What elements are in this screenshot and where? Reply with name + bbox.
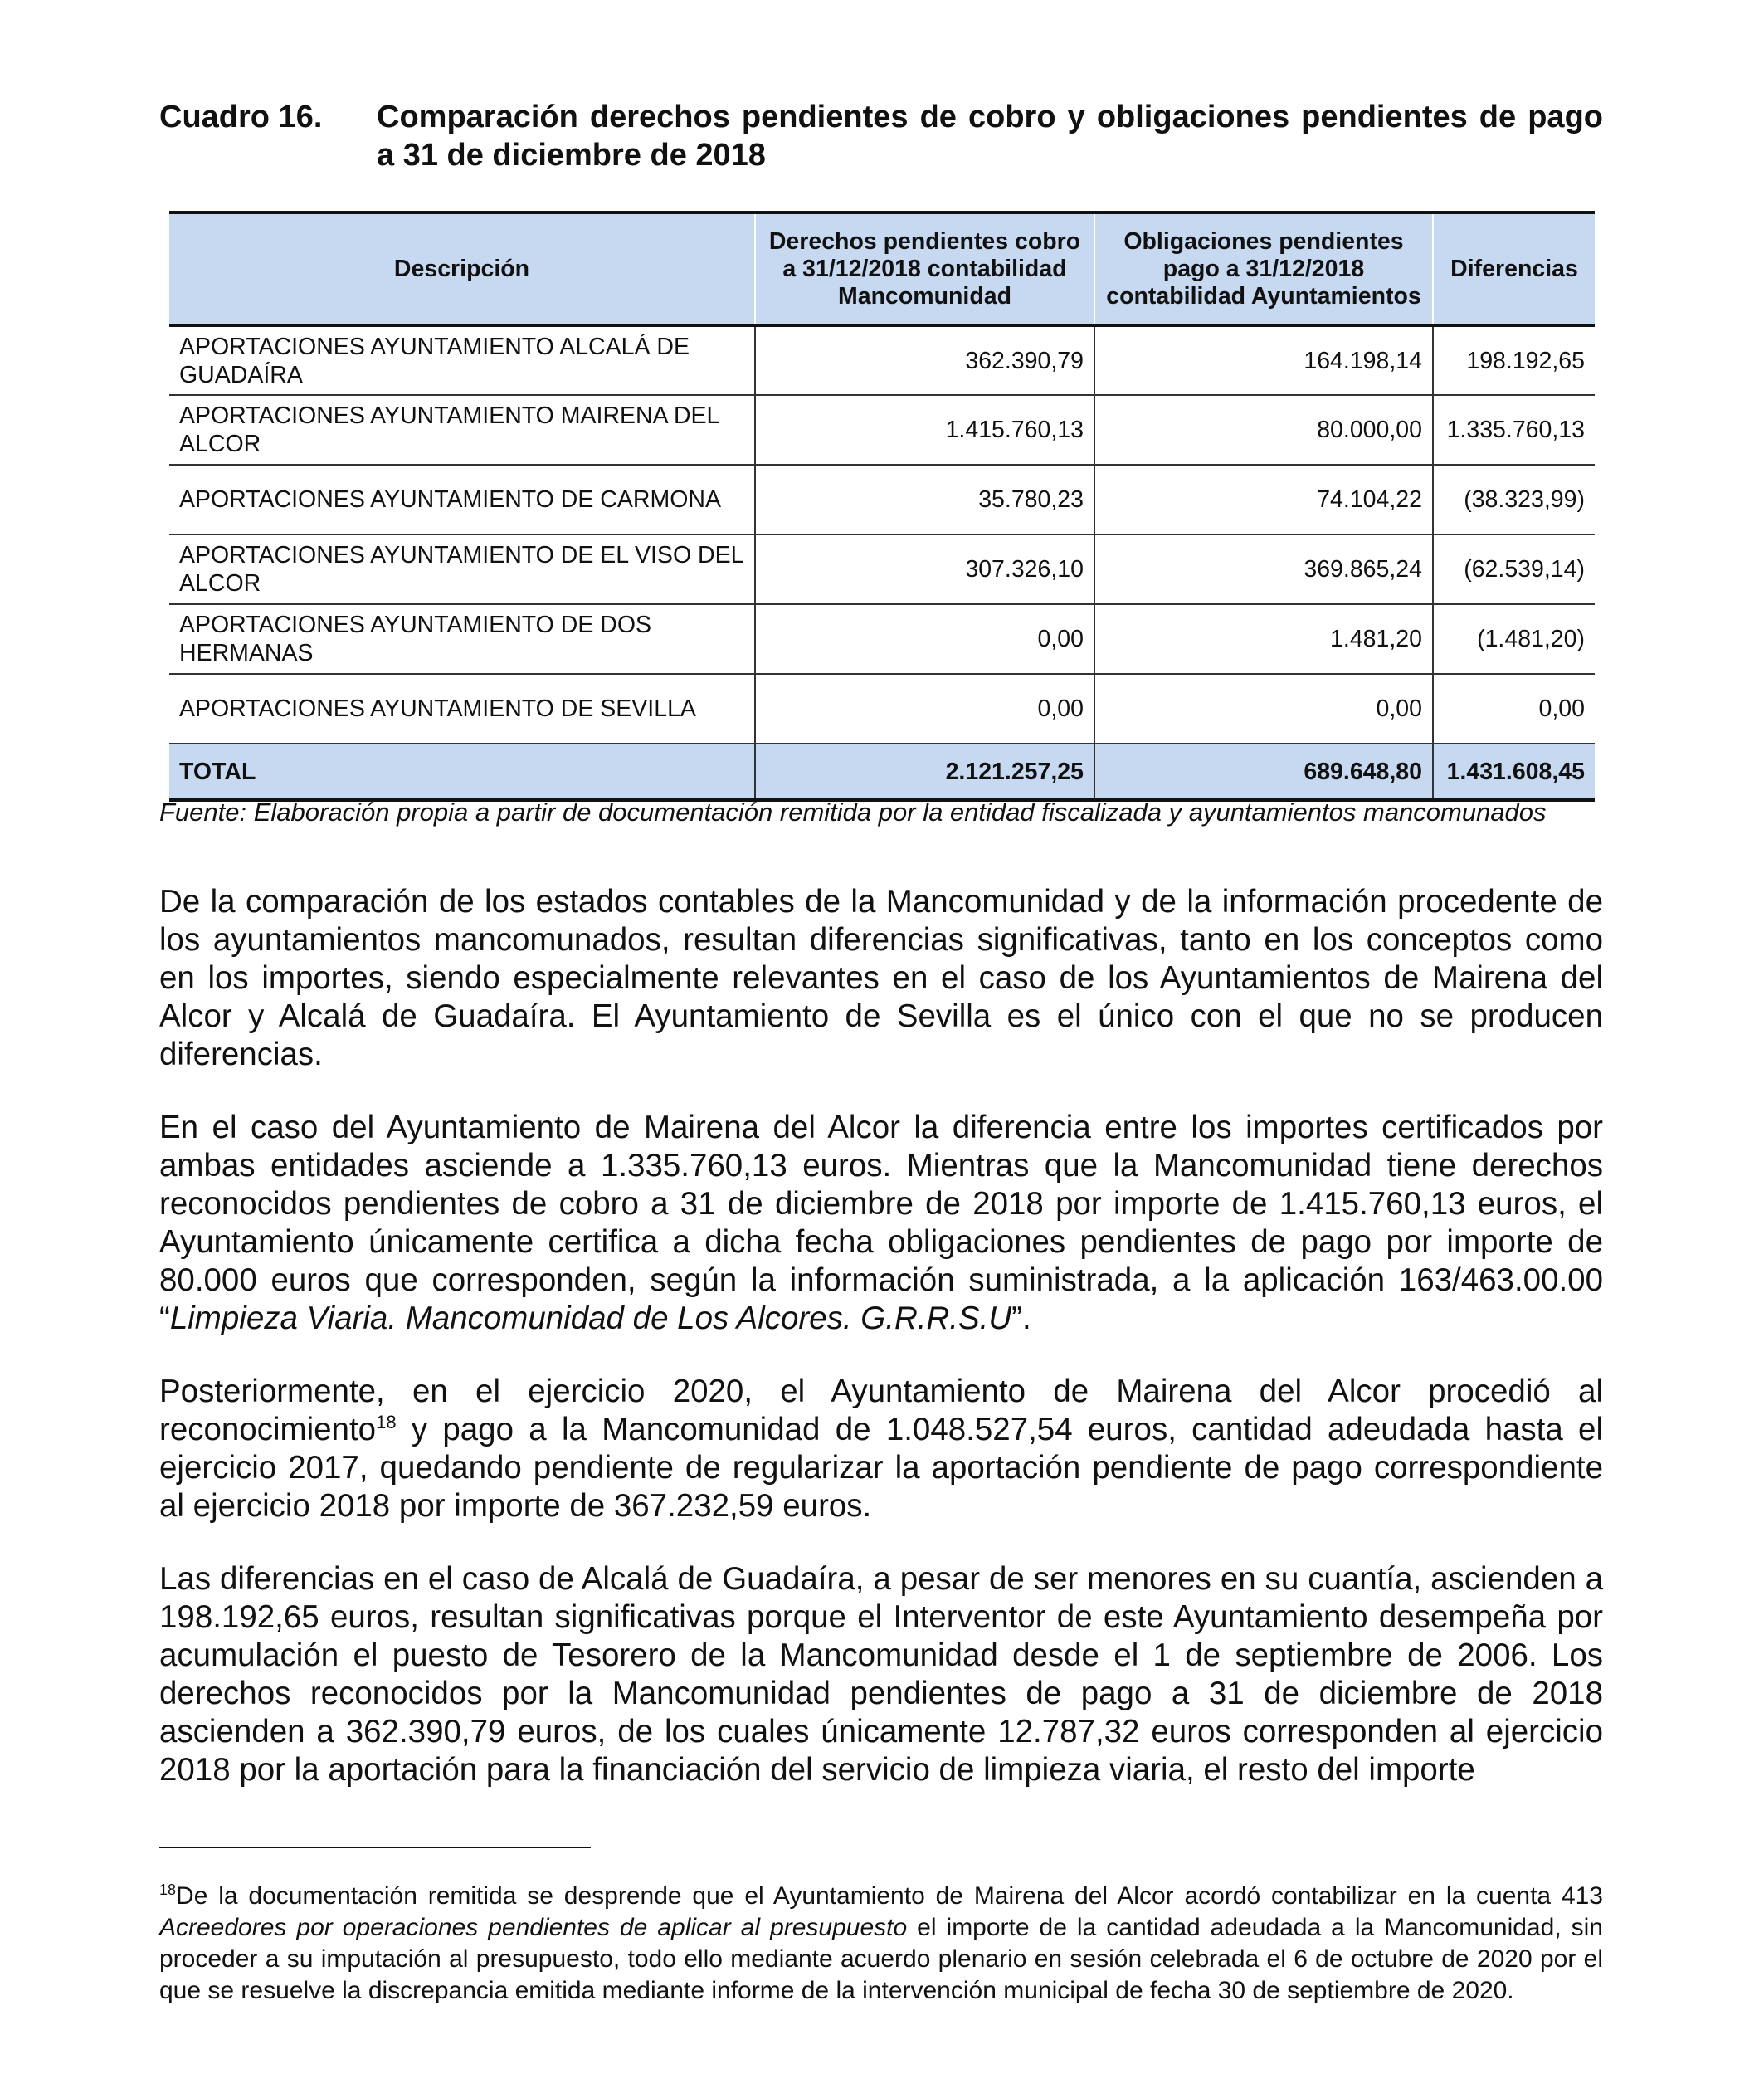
cell-diferencias: 0,00 <box>1433 674 1595 744</box>
paragraph-2-italic: Limpieza Viaria. Mancomunidad de Los Alcores. G.R.R.S.U <box>169 1301 1012 1336</box>
footnote-italic: Acreedores por operaciones pendientes de aplicar al presupuesto <box>159 1914 908 1941</box>
table-header-row <box>169 212 1595 325</box>
paragraph-2 <box>159 1109 1603 1338</box>
table-total-row <box>169 744 1595 800</box>
cell-derechos: 1.415.760,13 <box>755 395 1094 465</box>
table-caption <box>159 98 1603 174</box>
footnote-reference[interactable]: 18 <box>376 1412 397 1433</box>
cell-desc: APORTACIONES AYUNTAMIENTO DE EL VISO DEL ALCOR <box>169 534 755 604</box>
cell-obligaciones: 74.104,22 <box>1094 465 1433 534</box>
cell-desc: APORTACIONES AYUNTAMIENTO MAIRENA DEL ALCOR <box>169 395 755 465</box>
table-row <box>169 674 1595 744</box>
cell-obligaciones: 80.000,00 <box>1094 395 1433 465</box>
comparison-table <box>169 211 1595 802</box>
total-diferencias: 1.431.608,45 <box>1433 744 1595 800</box>
footnote-text-a: De la documentación remitida se desprende que el Ayuntamiento de Mairena del Alcor acordó contabilizar en la cuenta 413 <box>176 1882 1603 1910</box>
cell-derechos: 35.780,23 <box>755 465 1094 534</box>
cell-desc: APORTACIONES AYUNTAMIENTO DE CARMONA <box>169 465 755 534</box>
cell-desc: APORTACIONES AYUNTAMIENTO DE DOS HERMANAS <box>169 604 755 674</box>
cell-desc: APORTACIONES AYUNTAMIENTO DE SEVILLA <box>169 674 755 744</box>
header-descripcion: Descripción <box>169 212 755 325</box>
cell-diferencias: (38.323,99) <box>1433 465 1595 534</box>
header-obligaciones: Obligaciones pendientes pago a 31/12/2018 contabilidad Ayuntamientos <box>1094 212 1433 325</box>
table-row <box>169 325 1595 395</box>
cell-derechos: 0,00 <box>755 604 1094 674</box>
footnote-text-b: el importe de la cantidad adeudada a la Mancomunidad, sin proceder a su imputación al presupuesto, todo ello mediante acuerdo plenario en sesión celebrada el 6 de octubre de 2020 por el que se resuelve la discrepancia emitida mediante informe de la intervención municipal de fecha 30 de septiembre de 2020. <box>159 1914 1603 2004</box>
table-source-note: Fuente: Elaboración propia a partir de documentación remitida por la entidad fiscalizada y ayuntamientos mancomunados <box>159 798 1547 827</box>
paragraph-2-text: En el caso del Ayuntamiento de Mairena del Alcor la diferencia entre los importes certificados por ambas entidades asciende a 1.335.760,13 euros. Mientras que la Mancomunidad tiene derechos reconocidos pendientes de cobro a 31 de diciembre de 2018 por importe de 1.415.760,13 euros, el Ayuntamiento únicamente certifica a dicha fecha obligaciones pendientes de pago por importe de 80.000 euros que corresponden, según la información suministrada, a la aplicación 163/463.00.00 “ <box>159 1110 1603 1336</box>
header-derechos: Derechos pendientes cobro a 31/12/2018 contabilidad Mancomunidad <box>755 212 1094 325</box>
caption-number: Cuadro 16. <box>159 100 323 134</box>
cell-obligaciones: 0,00 <box>1094 674 1433 744</box>
paragraph-1: De la comparación de los estados contables de la Mancomunidad y de la información procedente de los ayuntamientos mancomunados, resultan diferencias significativas, tanto en los conceptos como en los importes, siendo especialmente relevantes en el caso de los Ayuntamientos de Mairena del Alcor y Alcalá de Guadaíra. El Ayuntamiento de Sevilla es el único con el que no se producen diferencias. <box>159 884 1603 1072</box>
total-label: TOTAL <box>169 744 755 800</box>
table-row <box>169 465 1595 534</box>
paragraph-4: Las diferencias en el caso de Alcalá de Guadaíra, a pesar de ser menores en su cuantía, ascienden a 198.192,65 euros, resultan significativas porque el Interventor de este Ayuntamiento desempeña por acumulación el puesto de Tesorero de la Mancomunidad desde el 1 de septiembre de 2006. Los derechos reconocidos por la Mancomunidad pendientes de pago a 31 de diciembre de 2018 ascienden a 362.390,79 euros, de los cuales únicamente 12.787,32 euros corresponden al ejercicio 2018 por la aportación para la financiación del servicio de limpieza viaria, el resto del importe <box>159 1561 1603 1788</box>
cell-derechos: 362.390,79 <box>755 325 1094 395</box>
total-derechos: 2.121.257,25 <box>755 744 1094 800</box>
cell-derechos: 307.326,10 <box>755 534 1094 604</box>
table-row <box>169 395 1595 465</box>
cell-obligaciones: 369.865,24 <box>1094 534 1433 604</box>
cell-obligaciones: 164.198,14 <box>1094 325 1433 395</box>
cell-desc: APORTACIONES AYUNTAMIENTO ALCALÁ DE GUADAÍRA <box>169 325 755 395</box>
caption-title: Comparación derechos pendientes de cobro y obligaciones pendientes de pago a 31 de diciembre de 2018 <box>377 100 1603 173</box>
cell-diferencias: (1.481,20) <box>1433 604 1595 674</box>
table-row <box>169 604 1595 674</box>
cell-diferencias: 1.335.760,13 <box>1433 395 1595 465</box>
cell-obligaciones: 1.481,20 <box>1094 604 1433 674</box>
header-diferencias: Diferencias <box>1433 212 1595 325</box>
paragraph-3-a: Posteriormente, en el ejercicio 2020, el Ayuntamiento de Mairena del Alcor procedió al reconocimiento <box>159 1374 1603 1447</box>
cell-diferencias: 198.192,65 <box>1433 325 1595 395</box>
paragraph-3-b: y pago a la Mancomunidad de 1.048.527,54 euros, cantidad adeudada hasta el ejercicio 2017, quedando pendiente de regularizar la aportación pendiente de pago correspondiente al ejercicio 2018 por importe de 367.232,59 euros. <box>159 1412 1603 1524</box>
cell-derechos: 0,00 <box>755 674 1094 744</box>
total-obligaciones: 689.648,80 <box>1094 744 1433 800</box>
cell-diferencias: (62.539,14) <box>1433 534 1595 604</box>
paragraph-3 <box>159 1373 1603 1525</box>
footnote <box>159 1881 1603 2007</box>
table-row <box>169 534 1595 604</box>
footnote-number: 18 <box>159 1881 177 1898</box>
footnote-divider <box>159 1847 591 1848</box>
paragraph-2-end: ”. <box>1011 1301 1031 1336</box>
